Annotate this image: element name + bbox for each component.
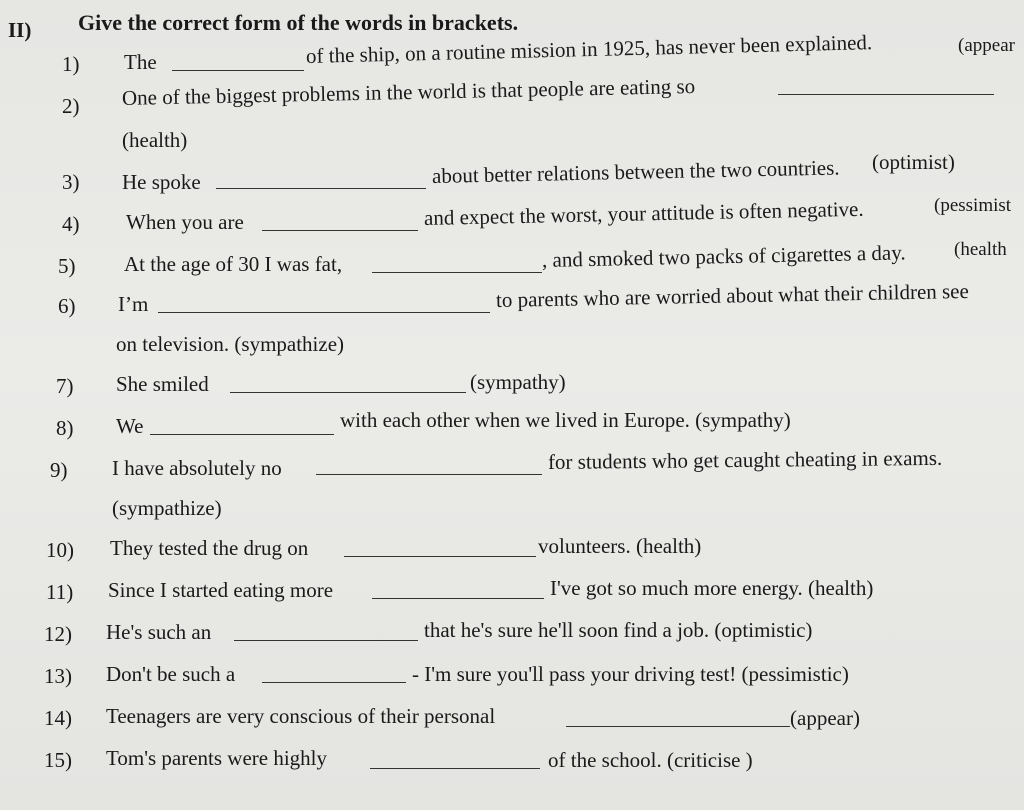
item-text-before: We [116, 414, 144, 438]
item-hint: (sympathize) [112, 496, 222, 520]
item-number: 8) [56, 416, 74, 440]
answer-blank[interactable] [372, 598, 544, 599]
item-text-after: of the ship, on a routine mission in 1925, has never been explained. [305, 30, 873, 68]
answer-blank[interactable] [216, 188, 426, 189]
item-hint: (health [954, 239, 1007, 260]
item-hint: (pessimist [934, 195, 1012, 216]
item-number: 14) [44, 706, 72, 730]
item-text-after: that he's sure he'll soon find a job. (optimistic) [424, 618, 813, 642]
answer-blank[interactable] [316, 474, 542, 475]
item-number: 3) [62, 170, 80, 194]
answer-blank[interactable] [150, 434, 334, 435]
item-text-before: When you are [126, 210, 244, 234]
section-title: Give the correct form of the words in brackets. [78, 10, 519, 35]
item-text-after: about better relations between the two countries. [431, 155, 840, 188]
item-number: 4) [62, 212, 80, 236]
item-text-before: One of the biggest problems in the world is that people are eating so [121, 73, 696, 110]
answer-blank[interactable] [372, 272, 542, 273]
item-text-before: Teenagers are very conscious of their personal [106, 704, 496, 728]
item-number: 6) [58, 294, 76, 318]
item-text-after: - I'm sure you'll pass your driving test! (pessimistic) [412, 662, 849, 686]
item-number: 2) [62, 94, 80, 118]
item-number: 15) [44, 748, 72, 772]
item-text-after: (sympathy) [470, 370, 566, 394]
item-hint: (optimist) [872, 150, 955, 174]
item-text-after: volunteers. (health) [538, 534, 702, 558]
item-number: 7) [56, 374, 74, 398]
item-number: 9) [50, 458, 68, 482]
item-text-after: to parents who are worried about what their children see [495, 278, 970, 312]
item-number: 1) [62, 52, 80, 76]
item-text-before: He's such an [106, 620, 212, 644]
answer-blank[interactable] [172, 70, 304, 71]
answer-blank[interactable] [262, 682, 406, 683]
item-text-before: Tom's parents were highly [106, 746, 328, 770]
answer-blank[interactable] [566, 726, 790, 727]
item-number: 12) [44, 622, 72, 646]
item-number: 10) [46, 538, 74, 562]
answer-blank[interactable] [778, 94, 994, 95]
item-text-after: I've got so much more energy. (health) [550, 576, 874, 600]
item-number: 13) [44, 664, 72, 688]
answer-blank[interactable] [158, 312, 490, 313]
item-text-after: , and smoked two packs of cigarettes a day. [541, 240, 906, 272]
item-text-before: The [124, 50, 157, 74]
answer-blank[interactable] [262, 230, 418, 231]
item-text-before: At the age of 30 I was fat, [124, 252, 343, 276]
item-hint: on television. (sympathize) [116, 332, 345, 356]
item-text-after: for students who get caught cheating in exams. [547, 445, 943, 474]
item-text-after: (appear) [790, 706, 860, 730]
item-hint: (health) [122, 128, 188, 152]
item-text-before: Don't be such a [106, 662, 236, 686]
item-text-before: She smiled [116, 372, 209, 396]
item-number: 5) [58, 254, 76, 278]
item-text-after: of the school. (criticise ) [548, 748, 753, 772]
item-number: 11) [46, 580, 74, 604]
item-hint: (appear [958, 35, 1015, 56]
item-text-after: with each other when we lived in Europe. (sympathy) [340, 408, 791, 432]
answer-blank[interactable] [234, 640, 418, 641]
answer-blank[interactable] [230, 392, 466, 393]
section-number: II) [8, 18, 32, 42]
answer-blank[interactable] [370, 768, 540, 769]
item-text-before: I have absolutely no [112, 456, 282, 480]
item-text-before: He spoke [122, 170, 201, 194]
item-text-after: and expect the worst, your attitude is often negative. [423, 196, 864, 230]
item-text-before: Since I started eating more [108, 578, 334, 602]
answer-blank[interactable] [344, 556, 536, 557]
item-text-before: They tested the drug on [110, 536, 309, 560]
item-text-before: I’m [118, 292, 149, 316]
